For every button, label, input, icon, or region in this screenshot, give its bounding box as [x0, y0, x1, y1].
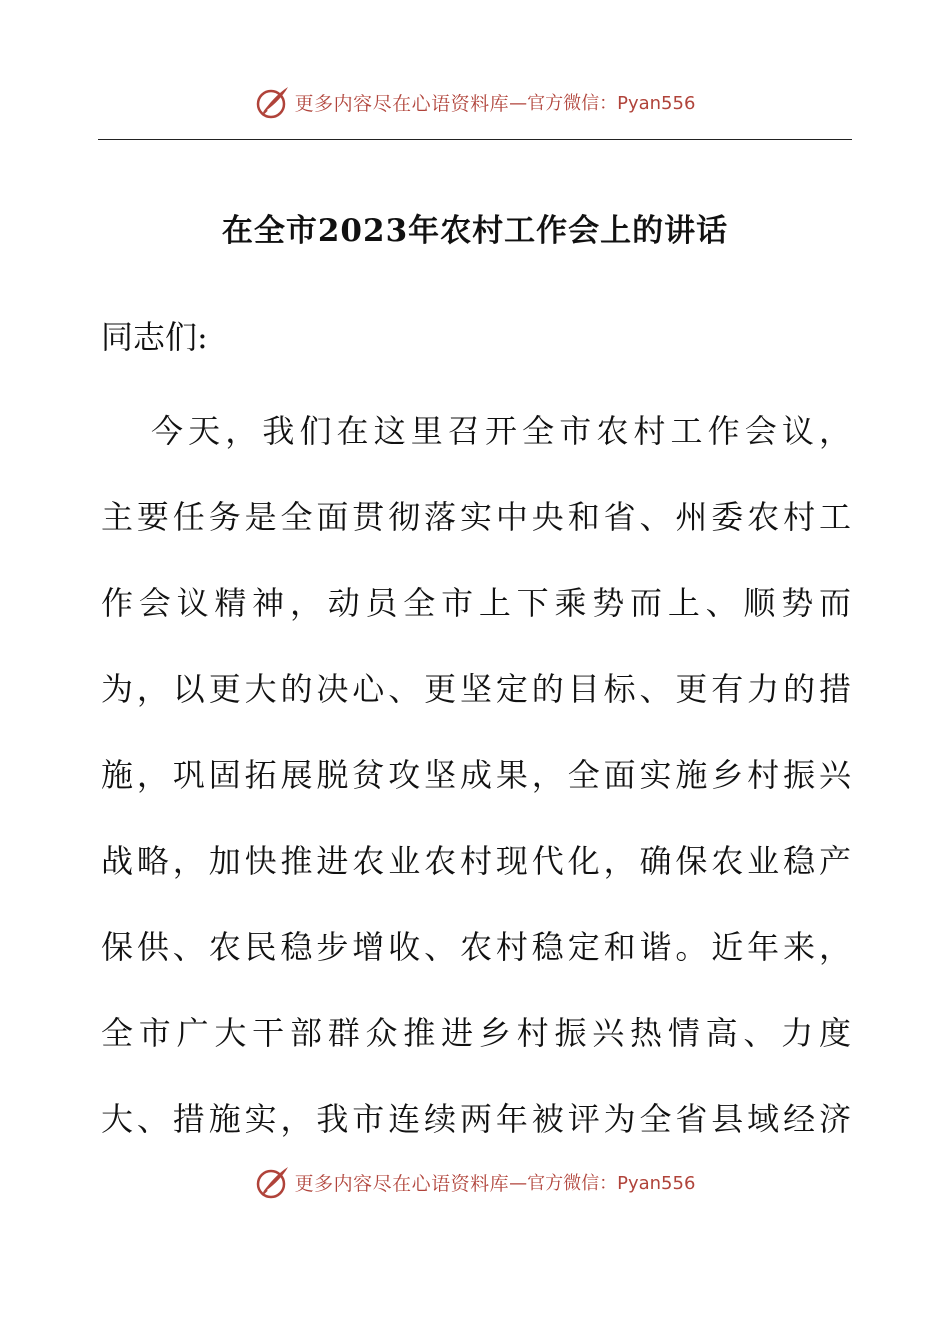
paragraph-line: 主要任务是全面贯彻落实中央和省、州委农村工	[101, 498, 851, 536]
header-divider	[98, 139, 852, 140]
footer-site-name: 更多内容尽在心语资料库	[294, 1172, 510, 1195]
banner-site-name: 更多内容尽在心语资料库	[294, 92, 510, 115]
paragraph-line: 战略，加快推进农业农村现代化，确保农业稳产	[101, 842, 851, 880]
paragraph-line: 全市广大干部群众推进乡村振兴热情高、力度	[101, 1014, 851, 1052]
footer-wechat: —官方微信：Pyan556	[509, 1173, 696, 1194]
footer-banner	[0, 1162, 950, 1202]
paragraph-line: 今天，我们在这里召开全市农村工作会议，	[151, 412, 851, 450]
body-paragraph	[101, 388, 851, 1162]
page-title: 在全市2023年农村工作会上的讲话	[221, 213, 729, 249]
paragraph-line: 施，巩固拓展脱贫攻坚成果，全面实施乡村振兴	[101, 756, 851, 794]
banner-wechat: —官方微信：Pyan556	[509, 93, 696, 114]
paragraph-line: 作会议精神，动员全市上下乘势而上、顺势而	[101, 584, 851, 622]
salutation: 同志们:	[101, 318, 208, 356]
paragraph-line: 大、措施实，我市连续两年被评为全省县域经济	[101, 1100, 851, 1138]
quill-pen-logo-icon	[255, 1164, 291, 1200]
paragraph-line: 为，以更大的决心、更坚定的目标、更有力的措	[101, 670, 851, 708]
paragraph-line: 保供、农民稳步增收、农村稳定和谐。近年来，	[101, 928, 851, 966]
header-banner	[0, 82, 950, 122]
quill-pen-logo-icon	[255, 84, 291, 120]
